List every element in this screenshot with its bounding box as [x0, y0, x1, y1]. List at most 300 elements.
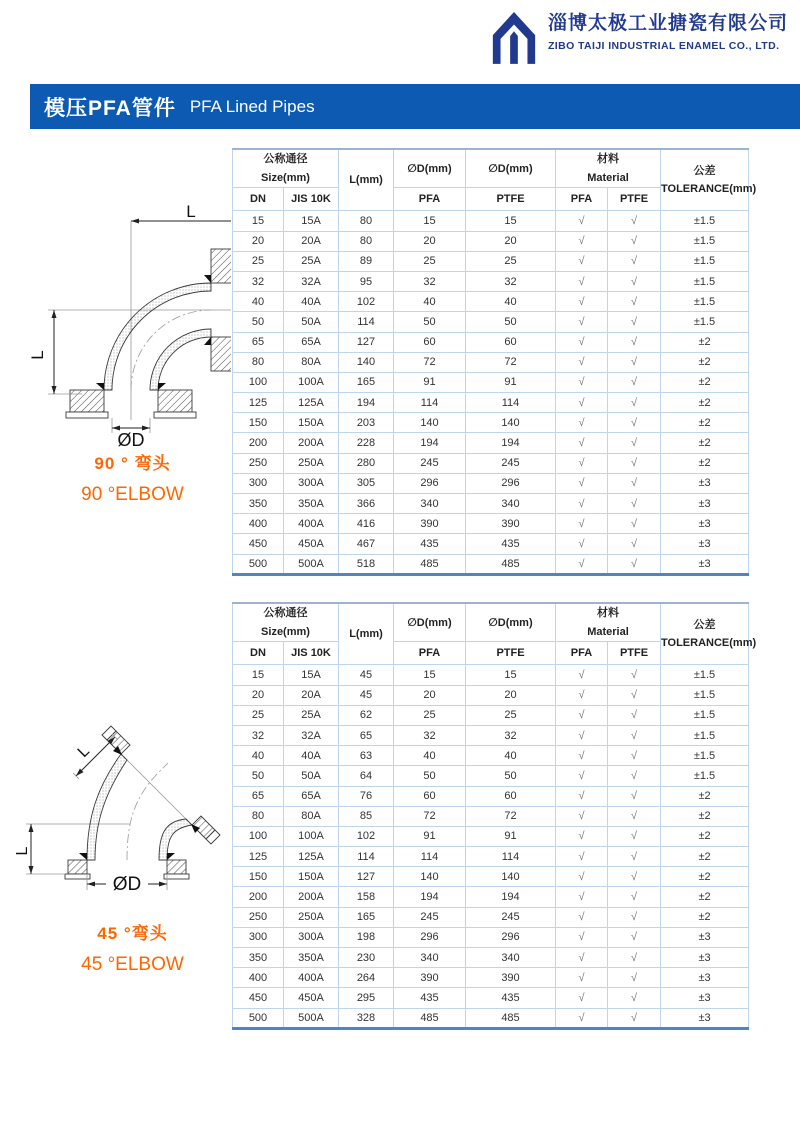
spec-cell: 25: [466, 251, 556, 271]
table-row: [233, 806, 749, 826]
material-check-cell: √: [608, 393, 661, 413]
material-check-cell: √: [608, 867, 661, 887]
col-subheader-ptfe: PTFE: [608, 188, 661, 211]
material-check-cell: √: [556, 968, 608, 988]
table-row: [233, 907, 749, 927]
col-subheader-ptfe: PTFE: [466, 642, 556, 665]
material-check-cell: √: [608, 766, 661, 786]
spec-cell: 100: [233, 826, 284, 846]
spec-cell: 32: [233, 725, 284, 745]
company-name-en: ZIBO TAIJI INDUSTRIAL ENAMEL CO., LTD.: [547, 39, 780, 52]
material-check-cell: √: [608, 271, 661, 291]
elbow-45-caption-zh: 45 °弯头: [97, 924, 168, 943]
spec-cell: 85: [339, 806, 394, 826]
table-row: [233, 927, 749, 947]
spec-cell: 20: [233, 685, 284, 705]
spec-cell: 400: [233, 514, 284, 534]
spec-cell: 15: [394, 211, 466, 231]
spec-cell: 100: [233, 372, 284, 392]
table-row: [233, 332, 749, 352]
material-check-cell: √: [608, 473, 661, 493]
material-check-cell: √: [556, 514, 608, 534]
spec-cell: 264: [339, 968, 394, 988]
col-subheader-ptfe: PTFE: [466, 188, 556, 211]
material-check-cell: √: [608, 786, 661, 806]
col-header-jis: JIS 10K: [284, 188, 339, 211]
spec-cell: ±3: [661, 927, 749, 947]
col-header-size: 公称通径 Size(mm): [233, 149, 339, 188]
spec-cell: 340: [394, 494, 466, 514]
col-header-material: 材料 Material: [556, 149, 661, 188]
spec-cell: 72: [466, 806, 556, 826]
spec-table-90-elbow: [232, 148, 757, 576]
spec-cell: 200: [233, 887, 284, 907]
spec-cell: 32A: [284, 271, 339, 291]
spec-cell: 60: [466, 332, 556, 352]
spec-cell: ±1.5: [661, 766, 749, 786]
table-row: [233, 514, 749, 534]
spec-cell: 194: [466, 887, 556, 907]
spec-cell: 125: [233, 393, 284, 413]
table-row: [233, 372, 749, 392]
spec-cell: 50: [233, 312, 284, 332]
spec-cell: 140: [339, 352, 394, 372]
spec-cell: 485: [466, 554, 556, 574]
material-check-cell: √: [556, 211, 608, 231]
taiji-arch-logo-icon: [489, 10, 539, 64]
spec-cell: 20: [394, 231, 466, 251]
material-check-cell: √: [556, 1008, 608, 1028]
spec-cell: ±2: [661, 907, 749, 927]
spec-cell: 296: [394, 473, 466, 493]
material-check-cell: √: [608, 231, 661, 251]
material-check-cell: √: [608, 554, 661, 574]
spec-cell: 200A: [284, 433, 339, 453]
spec-cell: 125A: [284, 847, 339, 867]
spec-cell: 25: [466, 705, 556, 725]
spec-cell: 50A: [284, 766, 339, 786]
spec-cell: 305: [339, 473, 394, 493]
material-check-cell: √: [608, 746, 661, 766]
spec-cell: 390: [394, 514, 466, 534]
spec-cell: 114: [394, 393, 466, 413]
table-row: [233, 352, 749, 372]
spec-cell: 250: [233, 907, 284, 927]
spec-cell: 114: [466, 393, 556, 413]
material-check-cell: √: [556, 554, 608, 574]
spec-cell: 15A: [284, 211, 339, 231]
spec-cell: 15: [394, 665, 466, 685]
spec-cell: 250: [233, 453, 284, 473]
elbow-45-caption: [30, 919, 235, 976]
spec-cell: 340: [394, 948, 466, 968]
table-row: [233, 786, 749, 806]
table-row: [233, 746, 749, 766]
spec-cell: 140: [466, 867, 556, 887]
table-row: [233, 968, 749, 988]
col-header-l: L(mm): [339, 149, 394, 211]
material-check-cell: √: [556, 907, 608, 927]
spec-cell: 300A: [284, 473, 339, 493]
material-check-cell: √: [608, 685, 661, 705]
material-check-cell: √: [608, 433, 661, 453]
table-body: [233, 211, 749, 574]
material-check-cell: √: [608, 1008, 661, 1028]
material-check-cell: √: [556, 806, 608, 826]
material-check-cell: √: [608, 968, 661, 988]
spec-cell: 250A: [284, 907, 339, 927]
col-subheader-pfa: PFA: [394, 642, 466, 665]
table-body: [233, 665, 749, 1028]
material-check-cell: √: [556, 927, 608, 947]
spec-cell: 400: [233, 968, 284, 988]
spec-cell: 91: [394, 372, 466, 392]
table-row: [233, 725, 749, 745]
spec-cell: 114: [339, 312, 394, 332]
spec-cell: ±3: [661, 554, 749, 574]
material-check-cell: √: [556, 332, 608, 352]
table-row: [233, 271, 749, 291]
spec-cell: 416: [339, 514, 394, 534]
spec-cell: 114: [339, 847, 394, 867]
material-check-cell: √: [608, 887, 661, 907]
material-check-cell: √: [608, 907, 661, 927]
dim-label-l-top: L: [186, 205, 196, 221]
spec-cell: ±2: [661, 453, 749, 473]
spec-cell: ±1.5: [661, 665, 749, 685]
material-check-cell: √: [556, 705, 608, 725]
spec-cell: 50: [394, 766, 466, 786]
spec-cell: 127: [339, 867, 394, 887]
company-name-zh: 淄博太极工业搪瓷有限公司: [547, 13, 788, 34]
table-head: [233, 149, 757, 211]
material-check-cell: √: [556, 453, 608, 473]
dim-label-l-side: L: [28, 350, 47, 360]
table-row: [233, 453, 749, 473]
spec-cell: ±1.5: [661, 705, 749, 725]
spec-cell: 91: [394, 826, 466, 846]
table-row: [233, 494, 749, 514]
spec-cell: 95: [339, 271, 394, 291]
spec-cell: 25: [394, 705, 466, 725]
spec-cell: 435: [466, 988, 556, 1008]
table-row: [233, 1008, 749, 1028]
spec-cell: 15: [233, 665, 284, 685]
spec-cell: 140: [466, 413, 556, 433]
spec-cell: ±3: [661, 494, 749, 514]
spec-cell: 228: [339, 433, 394, 453]
table-row: [233, 473, 749, 493]
spec-cell: 91: [466, 826, 556, 846]
spec-cell: 350A: [284, 494, 339, 514]
spec-cell: 60: [466, 786, 556, 806]
spec-cell: ±1.5: [661, 271, 749, 291]
material-check-cell: √: [556, 413, 608, 433]
spec-cell: 63: [339, 746, 394, 766]
spec-cell: 158: [339, 887, 394, 907]
material-check-cell: √: [608, 826, 661, 846]
elbow-90-caption-en: 90 °ELBOW: [81, 484, 184, 505]
material-check-cell: √: [608, 948, 661, 968]
material-check-cell: √: [556, 685, 608, 705]
material-check-cell: √: [556, 534, 608, 554]
spec-cell: 350: [233, 494, 284, 514]
spec-cell: 15: [233, 211, 284, 231]
spec-cell: 102: [339, 826, 394, 846]
spec-cell: 500: [233, 554, 284, 574]
spec-cell: 198: [339, 927, 394, 947]
material-check-cell: √: [556, 271, 608, 291]
spec-cell: 150A: [284, 867, 339, 887]
spec-cell: 89: [339, 251, 394, 271]
material-check-cell: √: [556, 786, 608, 806]
col-header-d-pfa: ∅D(mm): [394, 149, 466, 188]
material-check-cell: √: [608, 292, 661, 312]
spec-cell: 340: [466, 948, 556, 968]
dim-label-l-top: L: [74, 742, 93, 761]
col-header-dn: DN: [233, 642, 284, 665]
spec-cell: 64: [339, 766, 394, 786]
spec-cell: ±3: [661, 1008, 749, 1028]
spec-cell: 20A: [284, 685, 339, 705]
spec-cell: 467: [339, 534, 394, 554]
spec-cell: 20: [466, 685, 556, 705]
col-header-jis: JIS 10K: [284, 642, 339, 665]
spec-cell: ±2: [661, 826, 749, 846]
spec-cell: ±2: [661, 887, 749, 907]
spec-cell: 194: [339, 393, 394, 413]
spec-cell: 72: [394, 352, 466, 372]
spec-cell: 32: [466, 271, 556, 291]
material-check-cell: √: [556, 826, 608, 846]
material-check-cell: √: [556, 665, 608, 685]
spec-cell: 194: [394, 433, 466, 453]
col-header-dn: DN: [233, 188, 284, 211]
spec-cell: 40A: [284, 746, 339, 766]
spec-cell: ±2: [661, 352, 749, 372]
table-row: [233, 251, 749, 271]
material-check-cell: √: [556, 292, 608, 312]
material-check-cell: √: [556, 948, 608, 968]
spec-cell: 65: [339, 725, 394, 745]
spec-cell: 390: [466, 514, 556, 534]
spec-cell: 25A: [284, 251, 339, 271]
col-subheader-pfa: PFA: [556, 188, 608, 211]
spec-cell: 114: [394, 847, 466, 867]
spec-cell: 72: [394, 806, 466, 826]
spec-cell: 127: [339, 332, 394, 352]
table-head: [233, 603, 757, 665]
spec-cell: ±3: [661, 948, 749, 968]
spec-cell: 25A: [284, 705, 339, 725]
spec-cell: 450: [233, 534, 284, 554]
spec-cell: 25: [233, 705, 284, 725]
material-check-cell: √: [556, 372, 608, 392]
spec-cell: ±2: [661, 393, 749, 413]
spec-cell: 20: [233, 231, 284, 251]
col-header-l: L(mm): [339, 603, 394, 665]
material-check-cell: √: [608, 988, 661, 1008]
material-check-cell: √: [556, 494, 608, 514]
spec-cell: 500A: [284, 1008, 339, 1028]
table-row: [233, 988, 749, 1008]
material-check-cell: √: [608, 665, 661, 685]
spec-cell: ±3: [661, 534, 749, 554]
elbow-90-caption: [30, 449, 235, 506]
spec-cell: ±2: [661, 433, 749, 453]
dim-label-l-side: L: [14, 846, 31, 856]
spec-cell: 200: [233, 433, 284, 453]
material-check-cell: √: [608, 332, 661, 352]
spec-table-45-elbow: [232, 602, 757, 1030]
col-header-material: 材料 Material: [556, 603, 661, 642]
spec-cell: 435: [466, 534, 556, 554]
spec-cell: 32: [394, 271, 466, 291]
col-subheader-ptfe: PTFE: [608, 642, 661, 665]
spec-cell: ±1.5: [661, 251, 749, 271]
spec-cell: ±1.5: [661, 725, 749, 745]
elbow-90-technical-drawing: [26, 205, 231, 450]
spec-cell: 328: [339, 1008, 394, 1028]
spec-cell: 40: [233, 292, 284, 312]
spec-cell: 80: [233, 352, 284, 372]
spec-cell: ±3: [661, 473, 749, 493]
spec-cell: 165: [339, 372, 394, 392]
spec-cell: 500A: [284, 554, 339, 574]
spec-cell: 72: [466, 352, 556, 372]
material-check-cell: √: [608, 705, 661, 725]
col-header-tolerance: 公差 TOLERANCE(mm): [661, 149, 749, 211]
spec-cell: 296: [466, 473, 556, 493]
table-row: [233, 665, 749, 685]
material-check-cell: √: [608, 372, 661, 392]
table-row: [233, 766, 749, 786]
spec-cell: 32: [394, 725, 466, 745]
spec-cell: 150A: [284, 413, 339, 433]
spec-cell: 250A: [284, 453, 339, 473]
spec-cell: 40: [394, 746, 466, 766]
spec-cell: 194: [394, 887, 466, 907]
spec-cell: ±3: [661, 988, 749, 1008]
table-row: [233, 685, 749, 705]
spec-cell: 230: [339, 948, 394, 968]
elbow-45-caption-en: 45 °ELBOW: [81, 954, 184, 975]
spec-cell: ±2: [661, 847, 749, 867]
spec-cell: 435: [394, 988, 466, 1008]
spec-cell: ±2: [661, 867, 749, 887]
spec-cell: 203: [339, 413, 394, 433]
spec-cell: 91: [466, 372, 556, 392]
spec-cell: 245: [466, 907, 556, 927]
table-row: [233, 231, 749, 251]
spec-cell: 15A: [284, 665, 339, 685]
material-check-cell: √: [556, 746, 608, 766]
spec-cell: 102: [339, 292, 394, 312]
material-check-cell: √: [608, 312, 661, 332]
spec-cell: 485: [394, 554, 466, 574]
spec-cell: ±1.5: [661, 292, 749, 312]
col-subheader-pfa: PFA: [556, 642, 608, 665]
spec-cell: 65: [233, 332, 284, 352]
spec-cell: ±2: [661, 806, 749, 826]
spec-cell: 150: [233, 867, 284, 887]
spec-cell: 350: [233, 948, 284, 968]
spec-cell: 295: [339, 988, 394, 1008]
spec-cell: 194: [466, 433, 556, 453]
spec-cell: 65A: [284, 786, 339, 806]
material-check-cell: √: [608, 494, 661, 514]
spec-cell: 50: [466, 766, 556, 786]
company-name-block: [548, 10, 788, 52]
spec-cell: 15: [466, 211, 556, 231]
spec-cell: ±1.5: [661, 685, 749, 705]
material-check-cell: √: [556, 867, 608, 887]
spec-cell: 245: [394, 907, 466, 927]
table-row: [233, 393, 749, 413]
table-row: [233, 705, 749, 725]
spec-cell: 150: [233, 413, 284, 433]
material-check-cell: √: [608, 927, 661, 947]
spec-cell: 140: [394, 867, 466, 887]
spec-cell: ±2: [661, 332, 749, 352]
spec-cell: 390: [466, 968, 556, 988]
spec-cell: ±1.5: [661, 211, 749, 231]
material-check-cell: √: [556, 988, 608, 1008]
spec-cell: 125A: [284, 393, 339, 413]
material-check-cell: √: [556, 766, 608, 786]
table-row: [233, 887, 749, 907]
spec-cell: 25: [233, 251, 284, 271]
spec-cell: 400A: [284, 514, 339, 534]
material-check-cell: √: [608, 847, 661, 867]
spec-cell: 40: [466, 292, 556, 312]
material-check-cell: √: [608, 806, 661, 826]
spec-cell: 450A: [284, 988, 339, 1008]
spec-cell: 200A: [284, 887, 339, 907]
elbow-90-caption-zh: 90 ° 弯头: [94, 454, 171, 473]
spec-cell: ±3: [661, 514, 749, 534]
spec-cell: 485: [466, 1008, 556, 1028]
spec-cell: 20: [466, 231, 556, 251]
spec-cell: 340: [466, 494, 556, 514]
elbow-45-technical-drawing: [12, 724, 227, 899]
spec-cell: 32: [466, 725, 556, 745]
spec-cell: 20A: [284, 231, 339, 251]
material-check-cell: √: [556, 231, 608, 251]
material-check-cell: √: [608, 514, 661, 534]
spec-cell: 80: [233, 806, 284, 826]
spec-cell: 100A: [284, 372, 339, 392]
spec-cell: 25: [394, 251, 466, 271]
dim-label-diameter: ØD: [112, 874, 142, 895]
table-row: [233, 867, 749, 887]
spec-cell: 32A: [284, 725, 339, 745]
spec-cell: 32: [233, 271, 284, 291]
spec-cell: 125: [233, 847, 284, 867]
spec-cell: 50: [233, 766, 284, 786]
spec-cell: 296: [466, 927, 556, 947]
table-row: [233, 312, 749, 332]
spec-cell: ±2: [661, 372, 749, 392]
col-header-size: 公称通径 Size(mm): [233, 603, 339, 642]
spec-cell: 15: [466, 665, 556, 685]
spec-cell: 65: [233, 786, 284, 806]
section-title-bar: [30, 84, 800, 129]
spec-cell: ±3: [661, 968, 749, 988]
spec-cell: 114: [466, 847, 556, 867]
page-title-zh: 模压PFA管件: [44, 96, 176, 120]
spec-cell: 80: [339, 211, 394, 231]
